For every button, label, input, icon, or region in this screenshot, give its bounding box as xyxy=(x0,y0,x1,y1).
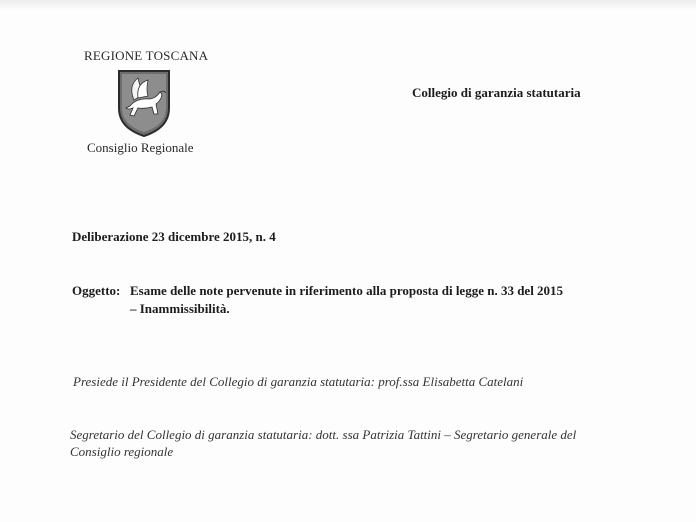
pegasus-crest-icon xyxy=(114,68,174,138)
deliberation-heading: Deliberazione 23 dicembre 2015, n. 4 xyxy=(72,229,276,244)
secretary-line: Segretario del Collegio di garanzia statutaria: dott. ssa Patrizia Tattini – Segretario generale del Consiglio regionale xyxy=(70,427,577,459)
object-block xyxy=(72,282,563,318)
council-name: Consiglio Regionale xyxy=(87,140,194,155)
object-label: Oggetto: xyxy=(72,283,121,298)
president-line: Presiede il Presidente del Collegio di garanzia statutaria: prof.ssa Elisabetta Catelani xyxy=(73,374,524,389)
college-title: Collegio di garanzia statutaria xyxy=(412,85,581,100)
object-text: Esame delle note pervenute in riferimento alla proposta di legge n. 33 del 2015 xyxy=(130,283,564,298)
scan-edge-shadow xyxy=(0,0,696,10)
object-line-1 xyxy=(72,282,563,300)
object-line-2: – Inammissibilità. xyxy=(130,301,230,316)
organization-name: REGIONE TOSCANA xyxy=(84,48,209,63)
